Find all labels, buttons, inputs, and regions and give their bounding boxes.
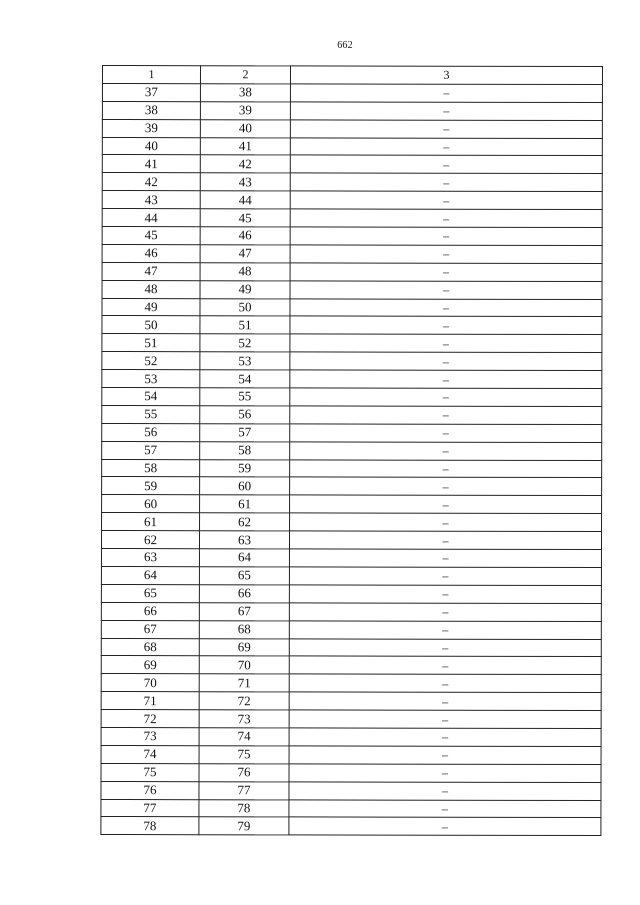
- table-row: [102, 370, 602, 389]
- table-cell-col-3: –: [289, 746, 601, 765]
- table-row: [102, 388, 602, 407]
- table-row: [102, 101, 602, 120]
- table-cell-col-1: 41: [102, 155, 200, 173]
- page-number: 662: [337, 40, 353, 51]
- table-row: [101, 531, 601, 550]
- table-cell-col-2: 66: [199, 585, 289, 603]
- table-cell-col-1: 46: [102, 244, 200, 262]
- table-cell-col-3: –: [290, 477, 602, 496]
- table-cell-col-3: –: [289, 728, 601, 747]
- table-row: [102, 280, 602, 299]
- table-row: [101, 566, 601, 585]
- table-cell-col-2: 44: [200, 191, 290, 209]
- table-row: [101, 727, 601, 746]
- table-cell-col-3: –: [289, 656, 601, 675]
- table-cell-col-1: 47: [102, 262, 200, 280]
- table-cell-col-3: –: [290, 370, 602, 389]
- table-cell-col-2: 38: [200, 84, 290, 102]
- table-cell-col-1: 61: [102, 513, 200, 531]
- table-cell-col-1: 71: [101, 692, 199, 710]
- table-cell-col-1: 75: [101, 763, 199, 781]
- table-cell-col-1: 72: [101, 710, 199, 728]
- table-cell-col-2: 39: [200, 101, 290, 119]
- table-cell-col-2: 55: [200, 388, 290, 406]
- table-cell-col-2: 40: [200, 119, 290, 137]
- table-cell-col-2: 49: [200, 280, 290, 298]
- table-cell-col-1: 52: [102, 352, 200, 370]
- table-row: [102, 262, 602, 281]
- table-cell-col-3: –: [290, 84, 602, 103]
- table-row: [102, 227, 602, 246]
- table-cell-col-3: –: [289, 710, 601, 729]
- table-cell-col-2: 47: [200, 245, 290, 263]
- table-cell-col-1: 45: [102, 227, 200, 245]
- table-cell-col-1: 74: [101, 745, 199, 763]
- table-row: [102, 513, 602, 532]
- table-cell-col-1: 57: [102, 441, 200, 459]
- table-cell-col-1: 69: [101, 656, 199, 674]
- table-cell-col-2: 72: [199, 692, 289, 710]
- table-cell-col-3: –: [289, 638, 601, 657]
- table-cell-col-3: –: [290, 406, 602, 425]
- table-cell-col-3: –: [289, 585, 601, 604]
- table-cell-col-3: –: [289, 817, 601, 836]
- table-cell-col-1: 51: [102, 334, 200, 352]
- table-cell-col-1: 59: [102, 477, 200, 495]
- table-cell-col-2: 53: [200, 352, 290, 370]
- table-cell-col-2: 57: [200, 424, 290, 442]
- table-row: [101, 817, 601, 836]
- table-cell-col-1: 68: [101, 638, 199, 656]
- table-cell-col-3: –: [290, 281, 602, 300]
- table-row: [102, 83, 602, 102]
- table-cell-col-3: –: [289, 764, 601, 783]
- table-cell-col-2: 45: [200, 209, 290, 227]
- table-cell-col-2: 65: [199, 567, 289, 585]
- table-cell-col-1: 56: [102, 423, 200, 441]
- table-cell-col-2: 73: [199, 710, 289, 728]
- table-row: [102, 298, 602, 317]
- table-cell-col-2: 67: [199, 602, 289, 620]
- table-cell-col-3: –: [290, 209, 602, 228]
- table-cell-col-1: 42: [102, 173, 200, 191]
- table-cell-col-1: 49: [102, 298, 200, 316]
- table-row: [101, 763, 601, 782]
- table-cell-col-2: 41: [200, 137, 290, 155]
- table-row: [101, 584, 601, 603]
- table-cell-col-2: 62: [200, 513, 290, 531]
- table-cell-col-3: –: [290, 495, 602, 514]
- table-cell-col-1: 77: [101, 799, 199, 817]
- table-cell-col-3: –: [290, 227, 602, 246]
- table-row: [101, 674, 601, 693]
- table-row: [101, 656, 601, 675]
- column-header-3: 3: [290, 66, 602, 85]
- table-cell-col-2: 69: [199, 638, 289, 656]
- table-cell-col-1: 55: [102, 405, 200, 423]
- table-cell-col-1: 39: [102, 119, 200, 137]
- table-row: [102, 352, 602, 371]
- table-cell-col-1: 38: [102, 101, 200, 119]
- table-row: [102, 173, 602, 192]
- table-cell-col-3: –: [290, 120, 602, 139]
- header-row: [102, 66, 602, 85]
- table-cell-col-1: 64: [101, 566, 199, 584]
- table-cell-col-2: 60: [200, 477, 290, 495]
- table-cell-col-2: 64: [199, 549, 289, 567]
- table-cell-col-3: –: [289, 692, 601, 711]
- table-cell-col-2: 43: [200, 173, 290, 191]
- table-cell-col-1: 40: [102, 137, 200, 155]
- table-cell-col-2: 75: [199, 746, 289, 764]
- table-cell-col-2: 77: [199, 781, 289, 799]
- table-cell-col-3: –: [290, 459, 602, 478]
- table-cell-col-1: 43: [102, 191, 200, 209]
- table-cell-col-2: 68: [199, 620, 289, 638]
- table-cell-col-2: 48: [200, 263, 290, 281]
- table-cell-col-2: 76: [199, 763, 289, 781]
- table-cell-col-2: 79: [199, 817, 289, 835]
- table-cell-col-3: –: [290, 388, 602, 407]
- table-cell-col-3: –: [290, 137, 602, 156]
- table-row: [102, 316, 602, 335]
- table-cell-col-2: 46: [200, 227, 290, 245]
- table-row: [102, 209, 602, 228]
- table-cell-col-3: –: [290, 298, 602, 317]
- table-row: [102, 119, 602, 138]
- table-row: [101, 692, 601, 711]
- table-row: [102, 405, 602, 424]
- table-cell-col-3: –: [290, 513, 602, 532]
- table-cell-col-1: 37: [102, 83, 200, 101]
- table-cell-col-3: –: [290, 424, 602, 443]
- table-cell-col-1: 53: [102, 370, 200, 388]
- table-cell-col-3: –: [289, 603, 601, 622]
- table-cell-col-3: –: [290, 191, 602, 210]
- data-table: [100, 65, 603, 836]
- table-cell-col-1: 78: [101, 817, 199, 835]
- table-cell-col-1: 67: [101, 620, 199, 638]
- table-body: [101, 83, 603, 835]
- table-cell-col-1: 50: [102, 316, 200, 334]
- table-cell-col-2: 54: [200, 370, 290, 388]
- table-row: [101, 549, 601, 568]
- table-cell-col-3: –: [290, 352, 602, 371]
- table-cell-col-2: 74: [199, 728, 289, 746]
- table-cell-col-3: –: [289, 782, 601, 801]
- table-cell-col-3: –: [289, 674, 601, 693]
- table-cell-col-1: 73: [101, 727, 199, 745]
- table-row: [101, 638, 601, 657]
- table-cell-col-1: 58: [102, 459, 200, 477]
- table-cell-col-1: 76: [101, 781, 199, 799]
- table-row: [102, 423, 602, 442]
- table-cell-col-3: –: [290, 155, 602, 174]
- table-row: [102, 441, 602, 460]
- table-cell-col-2: 71: [199, 674, 289, 692]
- table-cell-col-1: 65: [101, 584, 199, 602]
- table-cell-col-3: –: [289, 549, 601, 568]
- table-cell-col-3: –: [289, 799, 601, 818]
- table-cell-col-1: 63: [101, 549, 199, 567]
- table-cell-col-3: –: [290, 263, 602, 282]
- table-cell-col-1: 62: [101, 531, 199, 549]
- table-cell-col-3: –: [290, 245, 602, 264]
- column-header-2: 2: [200, 66, 290, 84]
- table-header: [102, 66, 602, 85]
- table-cell-col-3: –: [289, 531, 601, 550]
- table-cell-col-2: 52: [200, 334, 290, 352]
- table-cell-col-2: 78: [199, 799, 289, 817]
- table-cell-col-1: 44: [102, 209, 200, 227]
- column-header-1: 1: [102, 66, 200, 84]
- table-cell-col-2: 56: [200, 406, 290, 424]
- table-row: [102, 495, 602, 514]
- table-row: [101, 745, 601, 764]
- table-cell-col-3: –: [290, 173, 602, 192]
- table-row: [101, 710, 601, 729]
- table-row: [101, 620, 601, 639]
- table-cell-col-1: 48: [102, 280, 200, 298]
- table-row: [102, 334, 602, 353]
- table-cell-col-1: 54: [102, 388, 200, 406]
- table-row: [102, 244, 602, 263]
- table-row: [102, 155, 602, 174]
- table-row: [102, 137, 602, 156]
- table-cell-col-2: 51: [200, 316, 290, 334]
- table-cell-col-3: –: [289, 621, 601, 640]
- table-cell-col-2: 50: [200, 298, 290, 316]
- table-cell-col-3: –: [290, 316, 602, 335]
- table-cell-col-3: –: [289, 567, 601, 586]
- table-cell-col-2: 42: [200, 155, 290, 173]
- table-row: [101, 799, 601, 818]
- table-cell-col-1: 66: [101, 602, 199, 620]
- table-cell-col-3: –: [290, 102, 602, 121]
- table-cell-col-1: 60: [102, 495, 200, 513]
- table-row: [101, 602, 601, 621]
- table-cell-col-3: –: [290, 334, 602, 353]
- table-cell-col-2: 61: [200, 495, 290, 513]
- table-cell-col-1: 70: [101, 674, 199, 692]
- table-cell-col-3: –: [290, 442, 602, 461]
- table-row: [102, 459, 602, 478]
- table-row: [101, 781, 601, 800]
- table-cell-col-2: 58: [200, 441, 290, 459]
- table-row: [102, 477, 602, 496]
- table-cell-col-2: 63: [199, 531, 289, 549]
- table-cell-col-2: 70: [199, 656, 289, 674]
- table-cell-col-2: 59: [200, 459, 290, 477]
- table-row: [102, 191, 602, 210]
